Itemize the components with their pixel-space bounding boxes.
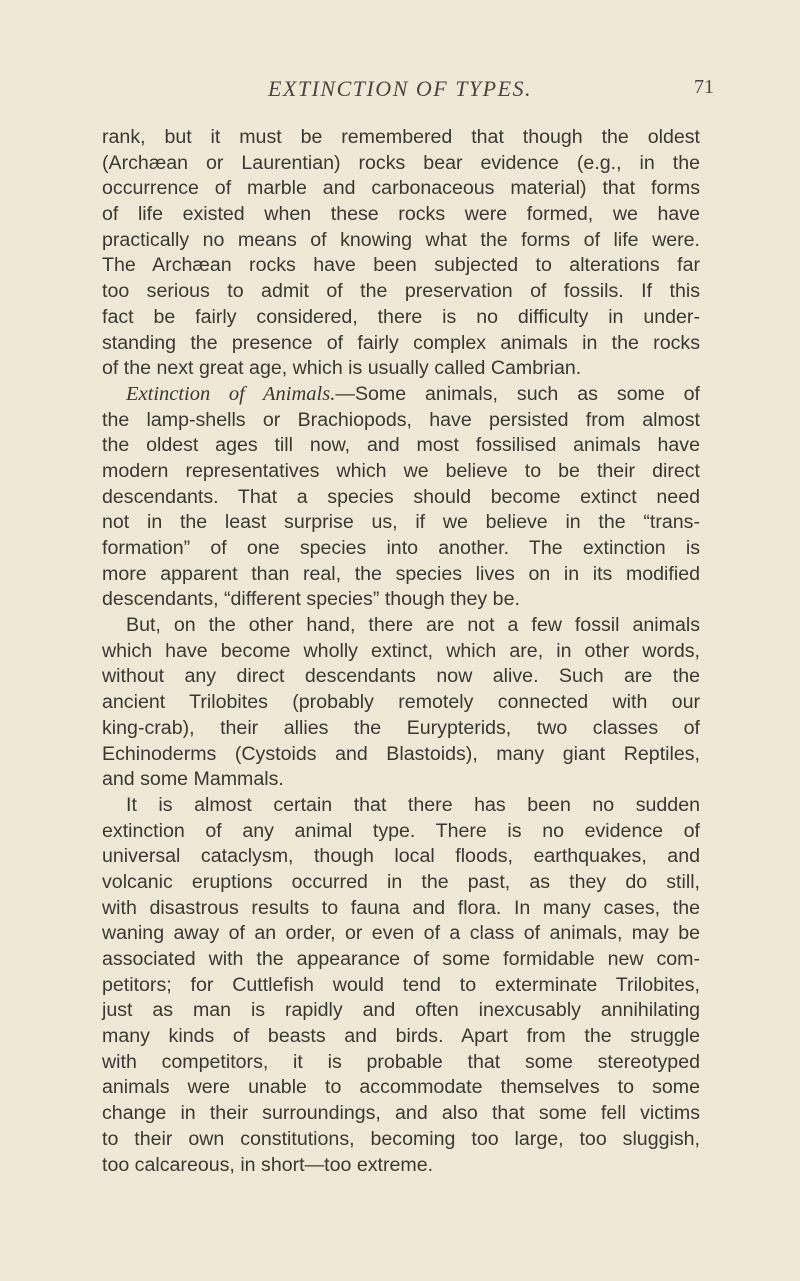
text-line: occurrence of marble and carbonaceous material) that forms bbox=[102, 177, 700, 200]
text-line: and some Mammals. bbox=[102, 768, 284, 791]
text-line: king-crab), their allies the Eurypterids, two classes of bbox=[102, 716, 700, 739]
text-line: practically no means of knowing what the forms of life were. bbox=[102, 228, 700, 251]
text-line: animals were unable to accommodate themselves to some bbox=[102, 1076, 700, 1099]
text-line: volcanic eruptions occurred in the past, as they do still, bbox=[102, 870, 700, 893]
text-line: rank, but it must be remembered that though the oldest bbox=[102, 126, 700, 148]
text-line: too serious to admit of the preservation of fossils. If this bbox=[102, 280, 700, 303]
text-line: (Archæan or Laurentian) rocks bear evidence (e.g., in the bbox=[102, 151, 700, 174]
section-heading: Extinction of Animals. bbox=[126, 382, 336, 405]
text-line: ancient Trilobites (probably remotely connected with our bbox=[102, 691, 700, 714]
text-line: too calcareous, in short—too extreme. bbox=[102, 1153, 434, 1176]
text-line: more apparent than real, the species lives on in its modified bbox=[102, 562, 700, 585]
text-line: descendants, “different species” though they be. bbox=[102, 588, 520, 611]
text-line: of the next great age, which is usually called Cambrian. bbox=[102, 357, 582, 380]
text-line: not in the least surprise us, if we believe in the “trans- bbox=[102, 511, 700, 534]
text-line: associated with the appearance of some formidable new com- bbox=[102, 948, 700, 970]
text-line: with competitors, it is probable that some stereotyped bbox=[102, 1050, 700, 1073]
text-line: the lamp-shells or Brachiopods, have persisted from almost bbox=[102, 408, 700, 431]
text-line: descendants. That a species should become extinct need bbox=[102, 485, 700, 508]
text-line: universal cataclysm, though local floods, earthquakes, and bbox=[102, 845, 700, 868]
text-line: extinction of any animal type. There is no evidence of bbox=[102, 819, 700, 842]
text-line: change in their surroundings, and also that some fell victims bbox=[102, 1102, 700, 1125]
text-line: Echinoderms (Cystoids and Blastoids), many giant Reptiles, bbox=[102, 742, 700, 765]
text-line: many kinds of beasts and birds. Apart from the struggle bbox=[102, 1025, 700, 1048]
text-line: with disastrous results to fauna and flora. In many cases, the bbox=[102, 896, 700, 919]
text-line: waning away of an order, or even of a class of animals, may be bbox=[102, 922, 700, 945]
text-line: just as man is rapidly and often inexcusably annihilating bbox=[102, 999, 700, 1022]
body-text bbox=[102, 125, 700, 1178]
text-line: the oldest ages till now, and most fossilised animals have bbox=[102, 434, 700, 457]
text-line-content: —Some animals, such as some of bbox=[335, 382, 700, 405]
text-line: which have become wholly extinct, which are, in other words, bbox=[102, 639, 700, 662]
running-head bbox=[0, 76, 800, 106]
text-line bbox=[102, 382, 700, 408]
text-line: of life existed when these rocks were formed, we have bbox=[102, 203, 700, 226]
text-line: The Archæan rocks have been subjected to alterations far bbox=[102, 254, 700, 277]
text-line: to their own constitutions, becoming too large, too sluggish, bbox=[102, 1127, 700, 1150]
text-line: But, on the other hand, there are not a few fossil animals bbox=[126, 614, 700, 637]
text-line: petitors; for Cuttlefish would tend to exterminate Trilobites, bbox=[102, 973, 700, 996]
running-title: EXTINCTION OF TYPES. bbox=[267, 76, 533, 101]
text-line: without any direct descendants now alive. Such are the bbox=[102, 665, 700, 688]
text-line: It is almost certain that there has been no sudden bbox=[126, 793, 700, 816]
text-line: modern representatives which we believe to be their direct bbox=[102, 459, 700, 482]
text-line: formation” of one species into another. The extinction is bbox=[102, 537, 700, 559]
page-number: 71 bbox=[694, 76, 714, 98]
text-line: standing the presence of fairly complex animals in the rocks bbox=[102, 331, 700, 354]
text-line: fact be fairly considered, there is no difficulty in under- bbox=[102, 305, 700, 328]
